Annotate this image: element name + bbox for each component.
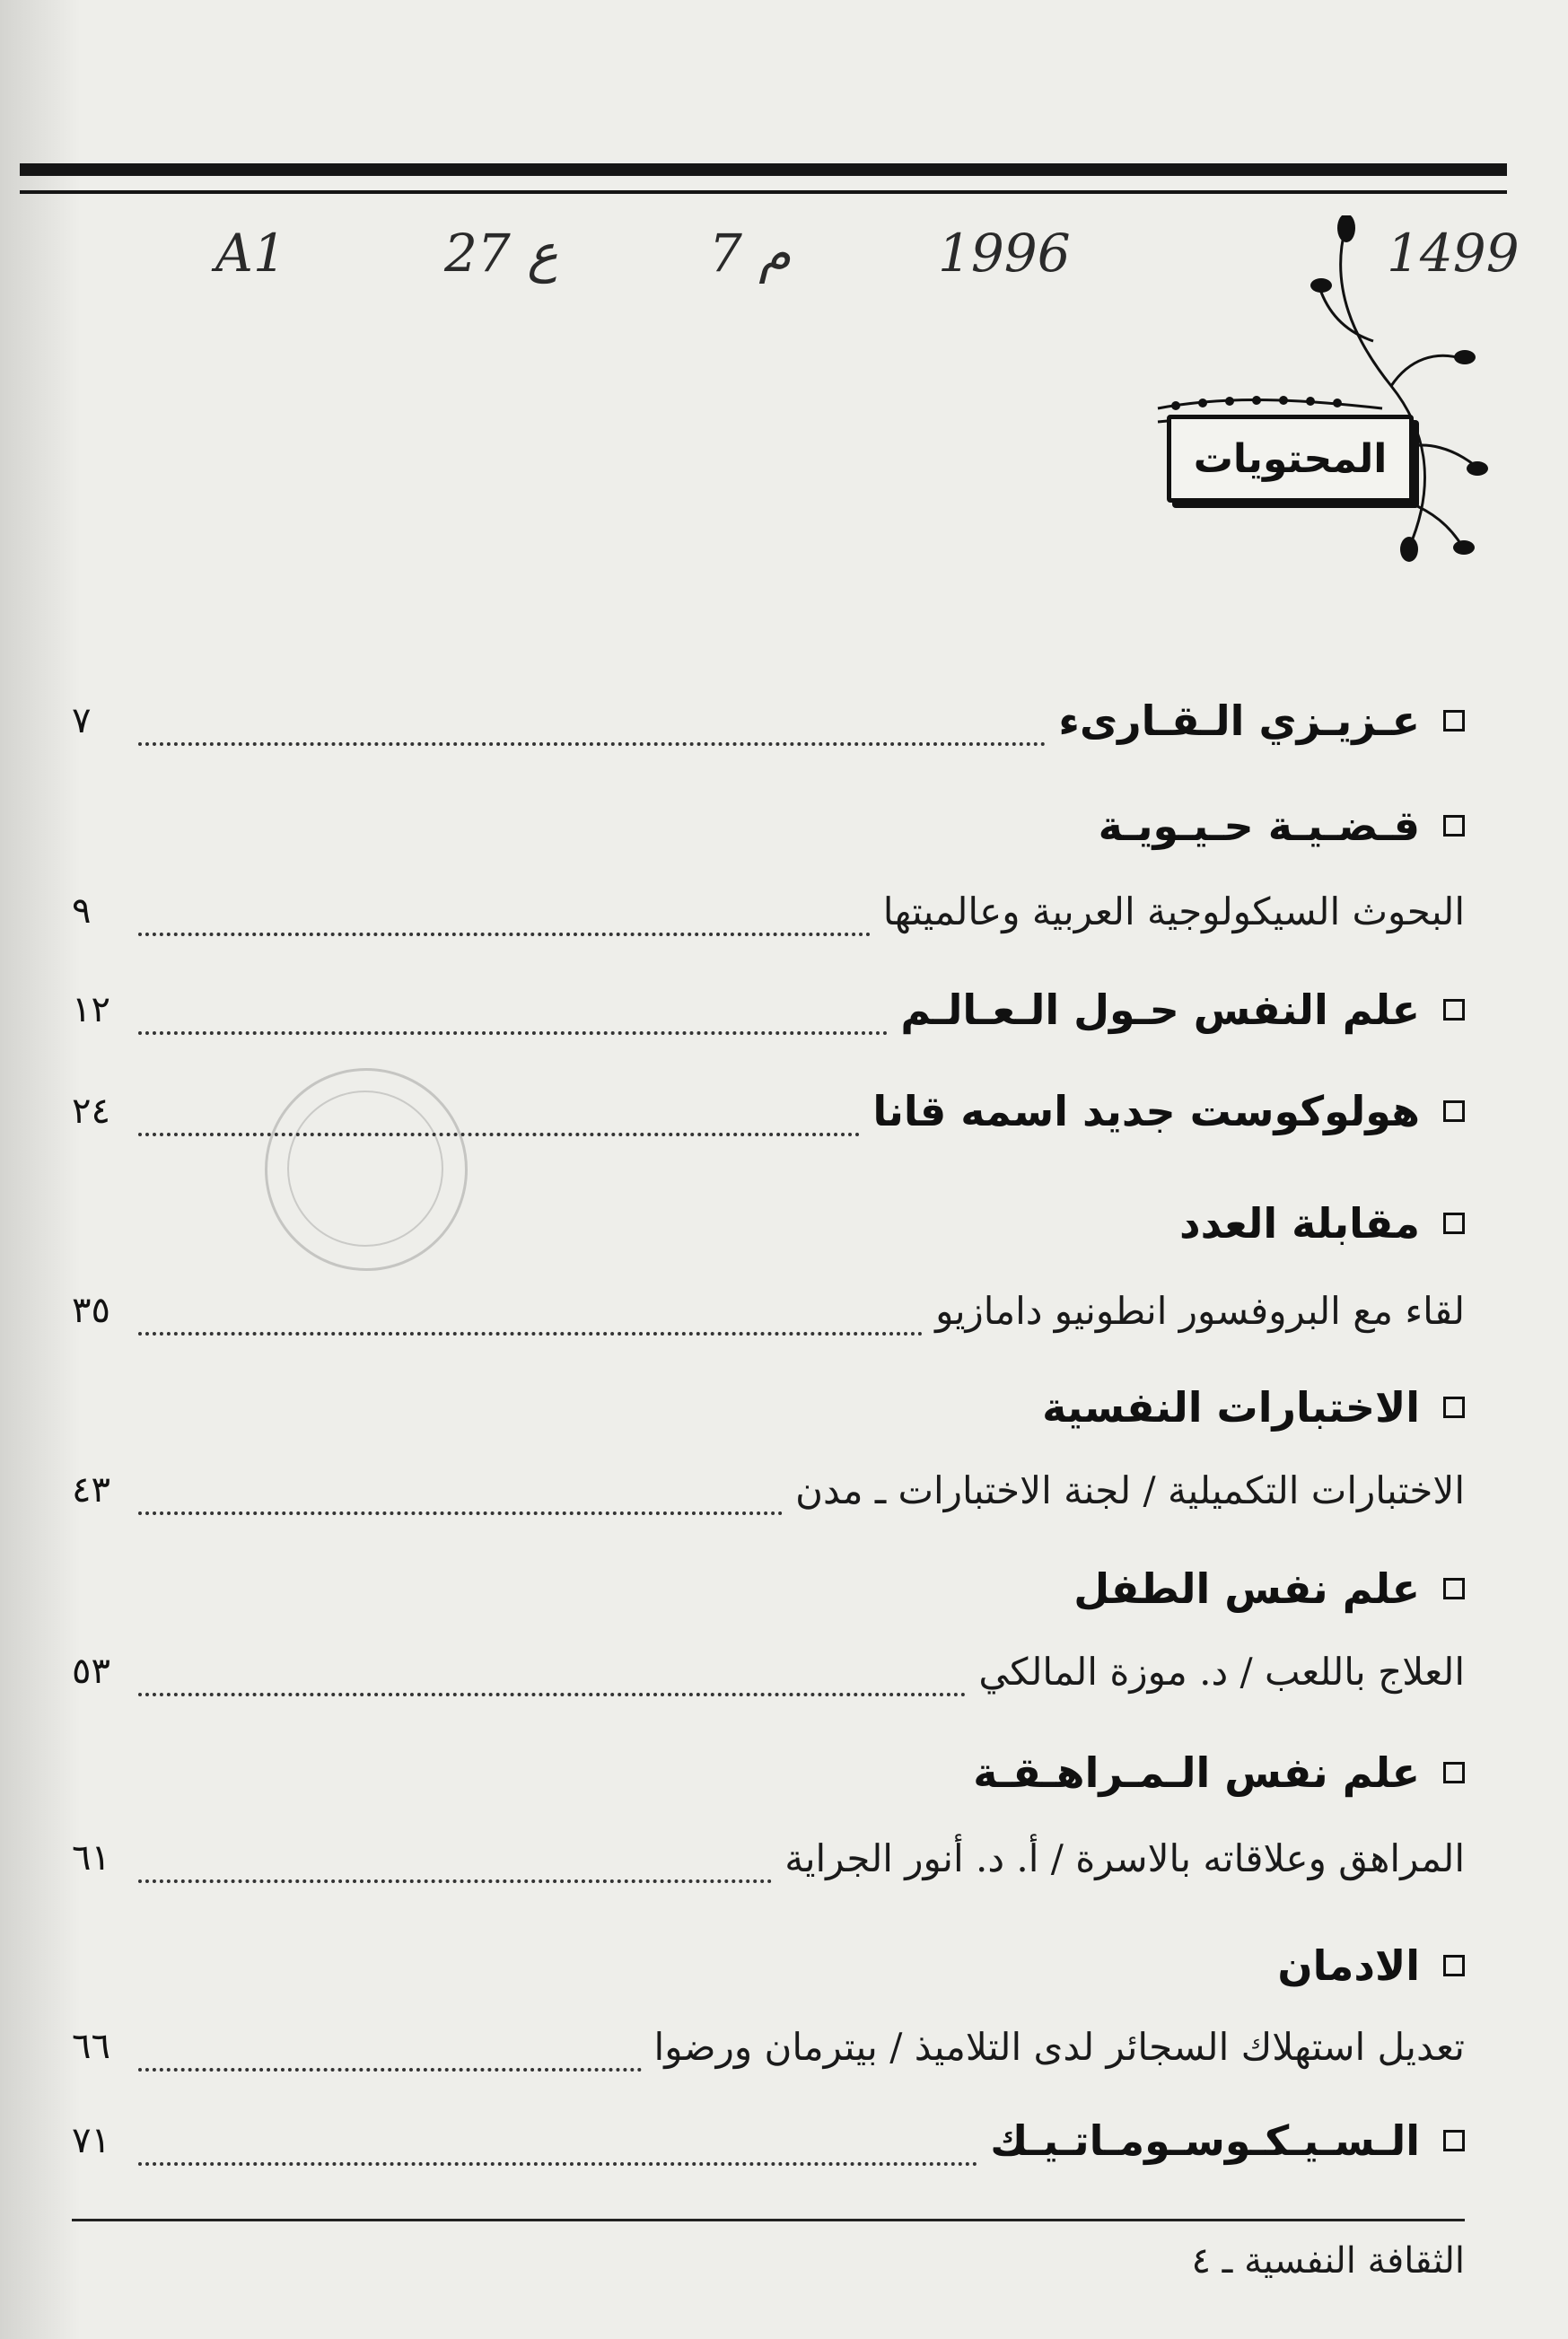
toc-page-number: ٣٥ bbox=[72, 1290, 110, 1331]
toc-heading: علم النفس حـول الـعـالـم bbox=[900, 986, 1420, 1034]
leader-dots bbox=[138, 1331, 923, 1336]
leader-dots bbox=[138, 1692, 966, 1696]
leader-dots bbox=[138, 1511, 783, 1515]
toc-heading: عـزيـزي الـقـارىء bbox=[1058, 696, 1420, 745]
checkbox-square-icon bbox=[1443, 999, 1465, 1021]
toc-entry bbox=[72, 1930, 1465, 2002]
toc-entry bbox=[72, 974, 1465, 1046]
checkbox-square-icon bbox=[1443, 1762, 1465, 1783]
footer-rule bbox=[72, 2219, 1465, 2221]
toc-subentry-title: تعديل استهلاك السجائر لدى التلاميذ / بيترمان ورضوا bbox=[653, 2024, 1465, 2069]
toc-heading: هولوكوست جديد اسمه قانا bbox=[872, 1087, 1420, 1135]
handwritten-date: 1996 bbox=[938, 223, 1071, 284]
checkbox-square-icon bbox=[1443, 1213, 1465, 1234]
toc-heading: الادمان bbox=[1277, 1941, 1420, 1990]
leader-dots bbox=[138, 741, 1046, 746]
checkbox-square-icon bbox=[1443, 1955, 1465, 1976]
toc-subentry-title: لقاء مع البروفسور انطونيو دامازيو bbox=[935, 1288, 1465, 1333]
handwritten-issue-number: 1499 bbox=[1387, 223, 1520, 284]
toc-entry bbox=[72, 1553, 1465, 1625]
toc-entry bbox=[72, 1075, 1465, 1147]
handwritten-code-3: 7 م bbox=[709, 223, 792, 284]
checkbox-square-icon bbox=[1443, 2130, 1465, 2151]
toc-page-number: ٦٦ bbox=[72, 2026, 110, 2067]
toc-entry bbox=[72, 1737, 1465, 1809]
toc-page-number: ٤٣ bbox=[72, 1469, 110, 1511]
toc-subentry-title: البحوث السيكولوجية العربية وعالميتها bbox=[882, 889, 1465, 933]
toc-subentry-title: العلاج باللعب / د. موزة المالكي bbox=[978, 1649, 1465, 1694]
toc-page-number: ١٢ bbox=[72, 989, 110, 1030]
toc-page-number: ٧ bbox=[72, 700, 92, 741]
checkbox-square-icon bbox=[1443, 815, 1465, 837]
leader-dots bbox=[138, 1879, 772, 1883]
checkbox-square-icon bbox=[1443, 1100, 1465, 1122]
toc-page-number: ٥٣ bbox=[72, 1651, 110, 1692]
toc-subentry bbox=[72, 1275, 1465, 1346]
page-footer: الثقافة النفسية ـ ٤ bbox=[1191, 2240, 1465, 2282]
checkbox-square-icon bbox=[1443, 1397, 1465, 1418]
toc-page-number: ٢٤ bbox=[72, 1091, 110, 1132]
toc-entry bbox=[72, 685, 1465, 757]
contents-title: المحتويات bbox=[1167, 415, 1414, 503]
checkbox-square-icon bbox=[1443, 710, 1465, 731]
toc-heading: علم نفس الـمـراهـقـة bbox=[973, 1748, 1420, 1797]
leader-dots bbox=[138, 2161, 977, 2166]
toc-entry bbox=[72, 1187, 1465, 1259]
toc-subentry bbox=[72, 875, 1465, 947]
toc-page-number: ٦١ bbox=[72, 1837, 110, 1879]
toc-heading: مقابلة العدد bbox=[1178, 1199, 1420, 1248]
toc-subentry bbox=[72, 1635, 1465, 1707]
toc-subentry bbox=[72, 2010, 1465, 2082]
toc-heading: علم نفس الطفل bbox=[1073, 1564, 1420, 1613]
toc-subentry bbox=[72, 1822, 1465, 1894]
toc-subentry-title: المراهق وعلاقاته بالاسرة / أ. د. أنور الجراية bbox=[784, 1835, 1465, 1880]
toc-subentry-title: الاختبارات التكميلية / لجنة الاختبارات ـ مدن bbox=[795, 1467, 1465, 1512]
toc-entry bbox=[72, 1371, 1465, 1443]
toc-page-number: ٧١ bbox=[72, 2120, 110, 2161]
toc-heading: الـسـيـكـوسـومـاتـيـك bbox=[990, 2116, 1420, 2165]
toc-entry bbox=[72, 790, 1465, 862]
toc-page-number: ٩ bbox=[72, 890, 92, 932]
toc-subentry bbox=[72, 1454, 1465, 1526]
handwritten-code-1: A1 bbox=[215, 223, 286, 284]
toc-heading: الاختبارات النفسية bbox=[1042, 1383, 1420, 1432]
leader-dots bbox=[138, 1030, 888, 1035]
handwritten-code-2: 27 ع bbox=[444, 223, 558, 284]
leader-dots bbox=[138, 932, 871, 936]
checkbox-square-icon bbox=[1443, 1578, 1465, 1599]
toc-entry bbox=[72, 2105, 1465, 2177]
toc-heading: قـضـيـة حـيـويـة bbox=[1098, 802, 1420, 850]
leader-dots bbox=[138, 2067, 642, 2072]
leader-dots bbox=[138, 1132, 860, 1136]
